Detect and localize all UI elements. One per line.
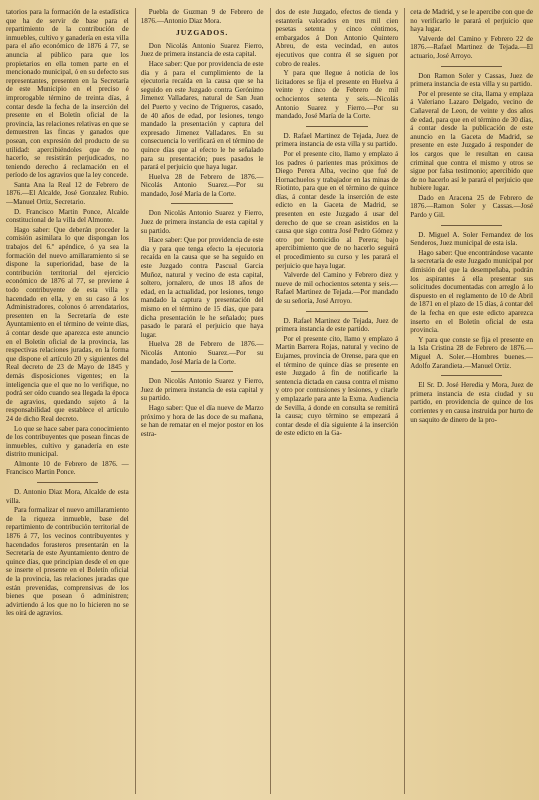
text-paragraph: D. Antonio Diaz Mora, Alcalde de esta villa. — [6, 488, 129, 505]
text-paragraph: Por el presente se cita, llama y emplaza á Valeriano Lazaro Delgado, vecino de Cañaveral de Leon, de veinte y dos años de edad, para que en el término de 30 días, á contar desde la publicación de este anuncio en la Gaceta de Madrid, se presente en este Juzgado á responder de los cargos que le resultan en causa criminal que contra el mismo y otros se sigue por falsa testimonio; apercibido que de no hacerlo así le parará el perjuicio que hubiere lugar. — [410, 89, 533, 193]
text-paragraph: Hace saber: Que por providencia de este día y á para el cumplimiento de la ejecutoria recaída en la causa que se ha seguido en este Juzgado contra Gerónimo Jimenez Valladares, natural de San Juan del Puerto y vecino de Trigueros, casado, de 40 años de edad, por lesiones, tengo mandado la presentación y captura del expresado Jimenez Valladares. En su consecuencia lo verificará en el término de quince días que al efecto le he señalado para su presentación; pues pasados le parará el perjuicio que haya lugar. — [140, 59, 264, 172]
text-paragraph: Hace saber: Que por providencia de este día y para que tenga efecto la ejecutoria recaída en la causa que se ha seguido en este Juzgado contra Pascual Garcia Muñoz, natural y vecino de esta capital, soltero, jornalero, de unos 18 años de edad, en la actualidad, por lesiones, tengo mandado la captura y presentación del mismo en el término de 15 días, que para dicha presentación le he señalado; pues pasado le parará el perjuicio que haya lugar. — [140, 236, 264, 339]
text-paragraph: D. Francisco Martin Ponce, Alcalde constitucional de la villa del Almonte. — [6, 207, 129, 225]
text-paragraph: Dado en Aracena 25 de Febrero de 1876.—Ramon Soler y Cassas.—José Pardo y Gil. — [410, 193, 533, 220]
text-paragraph: Almonte 10 de Febrero de 1876. —Francisco Martin Ponce. — [6, 459, 129, 477]
text-paragraph: Hago saber: Que el día nueve de Marzo próximo y hora de las doce de su mañana, se han de rematar en el mejor postor en los estra- — [140, 403, 264, 438]
text-paragraph: Don Ramon Soler y Cassas, Juez de primera instancia de esta villa y su partido. — [410, 71, 533, 89]
text-paragraph: tatorios para la formación de la estadística que ha de servir de base para el repartimiento de la contribución de inmuebles, cultivo y ganadería en esta villa para el año económico de 1876 á 77, se anuncia al público para que los propietarios en ella tomen parte en el mencionado municipal, ó en su defecto sus representantes, presenten en la Secretaría de este Municipio en el preciso é improrogable término de treinta días, á contar desde la fecha de la inserción del presente en el Boletín oficial de la provincia, las relaciones relativas en que se demuestren las fincas y ganados que posean, con expresión del producto de su utilidad: apercibiéndoles que de no hacerlo, se resistirán perjudicados, no teniendo derecho á reclamación en el período de los agravios que la ley concede. — [6, 8, 129, 180]
text-paragraph: D. Rafael Martinez de Tejada, Juez de primera instancia de este partido. — [275, 316, 399, 334]
text-paragraph: Hago saber: Que encontrándose vacante la secretaría de este Juzgado municipal por dimisión del que la desempeñaba, podrán los aspirantes á ella presentar sus solicitudes documentadas con arreglo á lo dispuesto en el reglamento de 10 de Abril de 1871 en el plazo de 15 días, á contar del de la fecha en que este edicto aparezca inserto en el Boletín oficial de esta provincia. — [410, 248, 533, 335]
text-paragraph: Y para que conste se fija el presente en la Isla Cristina 28 de Febrero de 1876.—Miguel A. Soler.—Hombres buenes.—Adolfo Zarandieta.—Manuel Ortiz. — [410, 335, 533, 370]
section-divider — [171, 371, 232, 372]
text-paragraph: Hago saber: Que deberán proceder la comisión asimilara lo que dispongan los trabajos del 6.º apéndice, ó ya sea la formación del nuevo amillaramiento si se dispone la superioridad, base de la contribución territorial del ejercicio económico de 1876 al 77, se previene á todo contribuyente de esta villa y hacendado en ella, y en su caso á los Administradores, colonos ó arrendatarios, presenten en la Secretaría de este Ayuntamiento en el término de veinte días, á contar desde que aparezca este anuncio en el Boletín oficial de la provincia, las respectivas relaciones juradas, en la forma que dispone el artículo 20 y siguientes del Real decreto de 23 de Mayo de 1845 y demás disposiciones vigentes; en la inteligencia que el que no lo verifique, no podrá ser oído cuando sea llegada la época de agravios, quedando sujeto á la responsabilidad que establece el artículo 24 de dicho Real decreto. — [6, 225, 129, 423]
text-paragraph: Por el presente cito, llamo y emplazo á Martin Barrera Rojas, natural y vecino de Eujames, provincia de Orense, para que en el término de quince días se presente en este Juzgado á fin de notificarle la sentencia dictada en causa contra el mismo y otro por contusiones y lesiones, y citarle y emplazarle para ante la Exma. Audiencia de Sevilla, á donde en consulta se remitirá la causa; cuyo término se empezará á contar desde el día siguiente á la inserción de este edicto en la Ga- — [275, 334, 399, 438]
text-paragraph: Don Nicolás Antonio Suarez y Fierro, Juez de primera instancia de esta capital y su partido. — [140, 209, 264, 235]
text-paragraph: Huelva 28 de Febrero de 1876.—Nicolás Antonio Suarez.—Por su mandado, José María de la Corte. — [140, 340, 264, 366]
section-divider — [441, 375, 502, 376]
section-divider — [171, 203, 232, 204]
text-paragraph: Y para que llegue á noticia de los licitadores se fija el presente en Huelva á veinte y cinco de Febrero de mil ochocientos setenta y seis.—Nicolás Antonio Suarez y Fierro.—Por su mandado, José María de la Corte. — [275, 69, 399, 121]
text-paragraph: El Sr. D. José Heredia y Mora, Juez de primera instancia de esta ciudad y su partido, en providencia de quince de los corrientes y en causa instruida por hurto de un saquito de dinero de la pro- — [410, 381, 533, 424]
section-divider — [306, 311, 367, 312]
text-paragraph: D. Miguel A. Soler Fernandez de los Senderos, Juez municipal de esta isla. — [410, 230, 533, 248]
text-paragraph: dos de este Juzgado, efectos de tienda y estantería valorados en tres mil cien pesetas setenta y cinco céntimos, embargados á Don Antonio Quintero Abreu, de esta vecindad, en autos ejecutivos que contra él se siguen por cobro de reales. — [275, 8, 399, 68]
text-paragraph: Por el presente cito, llamo y emplazo á los padres ó parientes mas próximos de Diego Perera Alba, vecino que fué de Hornachuelos y trabajador en las minas de Riotinto, para que en el término de quince días, á contar desde la inserción de este edicto en la Gaceta de Madrid, se presenten en este Juzgado á usar del derecho de que se crean asistidos en la causa que sigo contra José Pedro Gómez y otro por homicidio al Perera; bajo apercibimiento que de no hacerlo seguirá el procedimiento su curso y les parará el perjuicio que haya lugar. — [275, 149, 399, 270]
section-heading: JUZGADOS. — [176, 28, 229, 38]
section-divider — [37, 482, 98, 483]
section-divider — [441, 66, 502, 67]
text-paragraph: Huelva 28 de Febrero de 1876.—Nicolás Antonio Suarez.—Por su mandado, José María de la Corte. — [140, 172, 264, 198]
section-divider — [306, 126, 367, 127]
text-paragraph: Valverde del Camino y Febrero diez y nueve de mil ochocientos setenta y seis.—Rafael Martinez de Tejada.—Por mandado de su señoría, José Arroyo. — [275, 271, 399, 305]
text-paragraph: Puebla de Guzman 9 de Febrero de 1876.—Antonio Diaz Mora. — [140, 8, 264, 25]
text-paragraph: Don Nicolás Antonio Suarez y Fierro, Juez de primera instancia de esta capital y su partido. — [140, 377, 264, 403]
text-paragraph: Lo que se hace saber para conocimiento de los contribuyentes que posean fincas de inmuebles, cultivo y ganadería en este distrito municipal. — [6, 424, 129, 459]
column-1 — [6, 8, 129, 794]
columns-container — [6, 8, 533, 794]
text-paragraph: Santa Ana la Real 12 de Febrero de 1876.—El Alcalde, José Gonzalez Rubio.—Manuel Ortiz, Secretario. — [6, 180, 129, 207]
column-2 — [135, 8, 264, 794]
column-4 — [404, 8, 533, 794]
column-3 — [270, 8, 399, 794]
text-paragraph: D. Rafael Martinez de Tejada, Juez de primera instancia de esta villa y su partido. — [275, 131, 399, 149]
section-divider — [441, 225, 502, 226]
text-paragraph: ceta de Madrid, y se le apercibe con que de no verificarlo le parará el perjuicio que haya lugar. — [410, 8, 533, 34]
text-paragraph: Don Nicolás Antonio Suarez Fierro, Juez de primera instancia de esta capital. — [140, 41, 264, 59]
text-paragraph: Para formalizar el nuevo amillaramiento de la riqueza inmueble, base del repartimiento de contribución territorial de 1876 á 77, los vecinos contribuyentes y hacendados forasteros presentarán en la Secretaría de este Ayuntamiento dentro de quince días, que principian desde el en que se inserte el presente en el Boletín oficial de la provincia, las relaciones juradas que están prevenidas, comprensivas de los bienes que posean ó administren; advirtiendo á los que no lo hicieren no se les oirá de agravios. — [6, 506, 129, 618]
text-paragraph: Valverde del Camino y Febrero 22 de 1876.—Rafael Martinez de Tejada.—El actuario, José Arroyo. — [410, 34, 533, 60]
